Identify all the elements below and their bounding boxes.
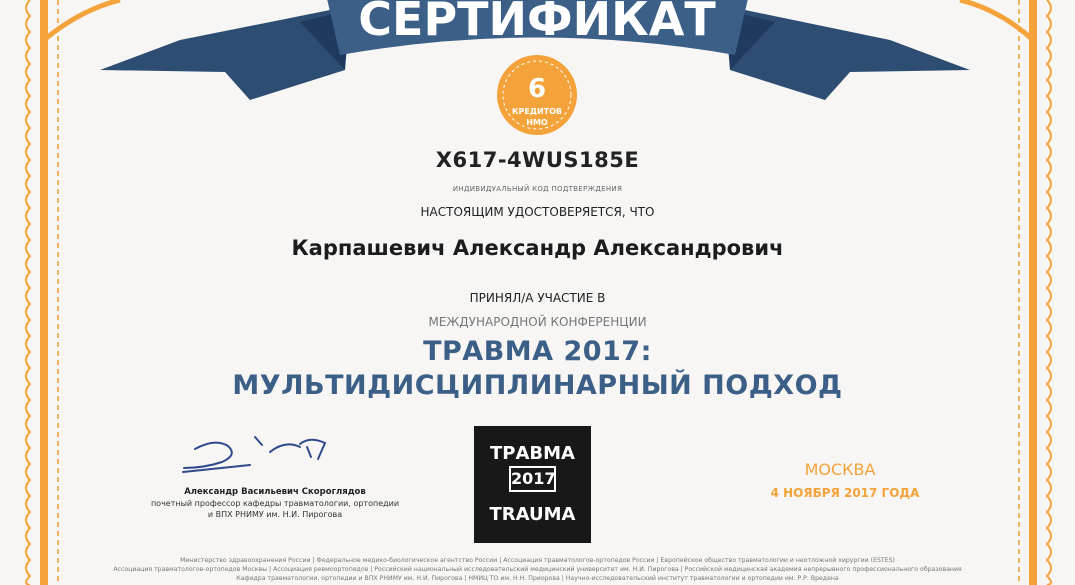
signatory-position-line1: почетный профессор кафедры травматологии, ортопедии — [150, 499, 400, 508]
corner-curl-left — [44, 0, 120, 40]
logo-line2: TRAUMA — [489, 504, 576, 525]
signatory-name: Александр Васильевич Скороглядов — [184, 487, 366, 497]
footer-line1: Министерство здравоохранения России | Федеральное медико-биологическое агентство России | Ассоциация травматологов-ортопедов России | Европейское общество травматологии и неотложной хирургии (ESTES) — [180, 557, 895, 564]
signatory-position — [150, 498, 400, 520]
credits-label-line2: НМО — [526, 118, 548, 127]
footer-line3: Кафедра травматологии, ортопедии и ВПХ РНИМУ им. Н.И. Пирогова | НМИЦ ТО им. Н.Н. Приорова | Научно-исследовательский институт травматологии и ортопедии им. Р.Р. Вредена — [236, 575, 839, 582]
participant-name: Карпашевич Александр Александрович — [291, 236, 784, 260]
event-type: МЕЖДУНАРОДНОЙ КОНФЕРЕНЦИИ — [428, 315, 647, 329]
location-date: 4 НОЯБРЯ 2017 ГОДА — [770, 486, 920, 500]
credits-badge — [497, 55, 577, 135]
footer-line2: Ассоциация травматологов-ортопедов Москвы | Ассоциация ревмоортопедов | Российский национальный исследовательский медицинский университет им. Н.И. Пирогова | Российской медицинская академия непрерывного профессионального образования — [113, 566, 962, 573]
logo-line1: ТРАВМА — [490, 443, 575, 464]
logo-year: 2017 — [509, 466, 556, 492]
event-title-line2: МУЛЬТИДИСЦИПЛИНАРНЫЙ ПОДХОД — [232, 370, 843, 401]
credits-number: 6 — [527, 74, 547, 104]
confirmation-code: X617-4WUS185E — [435, 148, 640, 172]
confirmation-code-caption: ИНДИВИДУАЛЬНЫЙ КОД ПОДТВЕРЖДЕНИЯ — [452, 185, 623, 193]
corner-curl-right — [960, 0, 1033, 40]
location-city: МОСКВА — [804, 460, 876, 479]
banner-title: СЕРТИФИКАТ — [358, 0, 716, 46]
footer-organizations — [80, 556, 995, 583]
certify-text: НАСТОЯЩИМ УДОСТОВЕРЯЕТСЯ, ЧТО — [420, 205, 655, 219]
signature-mark — [183, 437, 325, 472]
participated-text: ПРИНЯЛ/А УЧАСТИЕ В — [469, 291, 606, 305]
signatory-position-line2: и ВПХ РНИМУ им. Н.И. Пирогова — [207, 510, 343, 519]
event-title-line1: ТРАВМА 2017: — [423, 336, 652, 367]
credits-label-line1: КРЕДИТОВ — [511, 107, 563, 116]
